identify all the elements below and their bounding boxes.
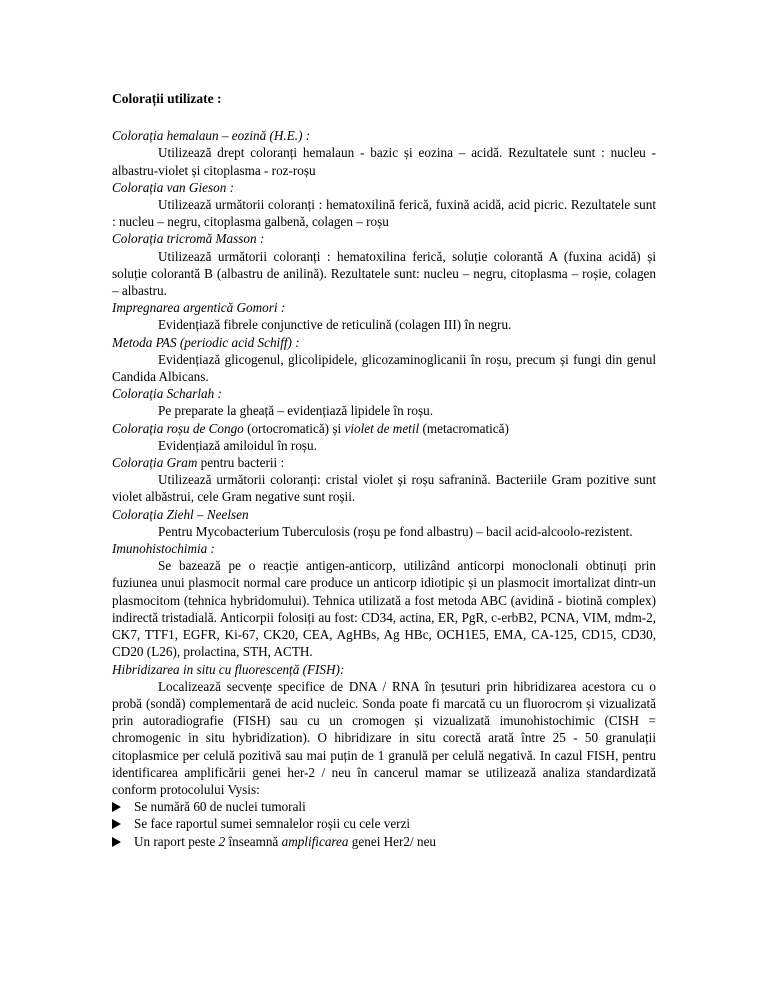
section-gram bbox=[112, 454, 656, 506]
section-body: Se bazează pe o reacție antigen-anticorp, utilizând anticorpi monoclonali obtinuți prin fuziunea unui plasmocit normal care produce un anticorp idiotipic și un plasmocit imortalizat dintr-un plasmocitom (tehnica hybridomului). Tehnica utilizată a fost metoda ABC (avidină - biotină complex) indirectă tristadială. Anticorpii folosiți au fost: CD34, actina, ER, PgR, c-erbB2, PCNA, VIM, mdm-2, CK7, TTF1, EGFR, Ki-67, CK20, CEA, AgHBs, Ag HBc, OCH1E5, EMA, CA-125, CD15, CD30, CD20 (L26), prolactina, STH, ACTH. bbox=[112, 558, 656, 660]
section-masson bbox=[112, 230, 656, 299]
list-item-text: Se face raportul sumei semnalelor roșii cu cele verzi bbox=[134, 816, 411, 832]
list-item bbox=[112, 815, 656, 832]
section-heading: Colorația Ziehl – Neelsen bbox=[112, 506, 249, 522]
heading-italic-part: Colorația roșu de Congo bbox=[112, 420, 244, 436]
section-body: Evidențiază amiloidul în roșu. bbox=[158, 437, 317, 453]
section-body: Evidențiază fibrele conjunctive de reticulină (colagen III) în negru. bbox=[158, 317, 512, 333]
section-body: Utilizează drept coloranți hemalaun - bazic și eozina – acidă. Rezultatele sunt : nucleu - albastru-violet și citoplasma - roz-roșu bbox=[112, 145, 656, 178]
list-item-text: genei Her2/ neu bbox=[348, 833, 437, 849]
section-heading: Hibridizarea in situ cu fluorescență (FISH): bbox=[112, 661, 345, 677]
section-heading: Colorația tricromă Masson : bbox=[112, 231, 265, 247]
section-he bbox=[112, 127, 656, 179]
section-body: Evidențiază glicogenul, glicolipidele, glicozaminoglicanii în roșu, precum și fungi din genul Candida Albicans. bbox=[112, 351, 656, 385]
list-item-italic: amplificarea bbox=[281, 833, 349, 849]
list-item bbox=[112, 798, 656, 815]
section-gomori bbox=[112, 299, 656, 333]
section-heading bbox=[112, 420, 656, 437]
section-heading: Metoda PAS (periodic acid Schiff) : bbox=[112, 334, 300, 350]
section-heading: Imunohistochimia : bbox=[112, 541, 215, 557]
arrow-bullet-icon bbox=[112, 819, 121, 829]
heading-plain-part: (ortocromatică) și bbox=[243, 420, 345, 436]
section-imunohistochimia bbox=[112, 540, 656, 660]
heading-plain-part: pentru bacterii : bbox=[197, 455, 285, 471]
arrow-bullet-icon bbox=[112, 802, 121, 812]
section-body: Utilizează următorii coloranți : hematoxilina ferică, soluție colorantă A (fuxina acidă) și soluție colorantă B (albastru de anilină). Rezultatele sunt: nucleu – negru, citoplasma – roșie, colagen – albastru. bbox=[112, 248, 656, 299]
section-body: Pentru Mycobacterium Tuberculosis (roșu pe fond albastru) – bacil acid-alcoolo-rezistent. bbox=[158, 523, 633, 539]
section-heading: Colorația hemalaun – eozină (H.E.) : bbox=[112, 128, 311, 144]
section-heading: Colorația Scharlah : bbox=[112, 386, 222, 402]
section-body: Localizează secvențe specifice de DNA / RNA în țesuturi prin hibridizarea acestora cu o probă (sondă) complementară de acid nucleic. Sonda poate fi marcată cu un fluorocrom și vizualizată prin autoradiografie (FISH) sau cu un cromogen și vizualizată imunohistochimic (CISH = chromogenic in situ hybridization). O hibridizare in situ corectă arată între 25 - 50 granulații citoplasmice per celulă pozitivă sau mai puțin de 1 granulă per celulă negativă. In cazul FISH, pentru identificarea amplificării genei her-2 / neu în cancerul mamar se utilizează analiza standardizată conform protocolului Vysis: bbox=[112, 678, 656, 797]
document-content bbox=[112, 90, 656, 850]
list-item-italic: 2 bbox=[218, 833, 226, 849]
section-pas bbox=[112, 334, 656, 386]
list-item-text: Se numără 60 de nuclei tumorali bbox=[134, 799, 306, 815]
list-item-text: Un raport peste bbox=[134, 833, 219, 849]
arrow-bullet-icon bbox=[112, 837, 121, 847]
section-scharlah bbox=[112, 385, 656, 419]
heading-plain-part: (metacromatică) bbox=[419, 420, 509, 436]
section-heading bbox=[112, 454, 656, 471]
heading-italic-part: violet de metil bbox=[344, 420, 420, 436]
section-body: Utilizează următorii coloranți: cristal violet și roșu safranină. Bacteriile Gram pozitive sunt violet albăstrui, cele Gram negative sunt roșii. bbox=[112, 472, 656, 505]
section-body: Utilizează următorii coloranți : hematoxilină ferică, fuxină acidă, acid picric. Rezultatele sunt : nucleu – negru, citoplasma galbenă, colagen – roșu bbox=[112, 197, 656, 230]
section-ziehl-neelsen bbox=[112, 506, 656, 540]
section-body: Pe preparate la gheață – evidențiază lipidele în roșu. bbox=[158, 403, 433, 419]
heading-italic-part: Colorația Gram bbox=[112, 455, 198, 471]
section-fish bbox=[112, 661, 656, 799]
section-congo bbox=[112, 420, 656, 454]
section-heading: Impregnarea argentică Gomori : bbox=[112, 300, 286, 316]
document-title: Colorații utilizate : bbox=[112, 91, 222, 106]
section-van-gieson bbox=[112, 179, 656, 231]
list-item-text: înseamnă bbox=[225, 833, 282, 849]
list-item bbox=[112, 833, 656, 850]
section-heading: Colorația van Gieson : bbox=[112, 179, 234, 195]
fish-steps-list bbox=[112, 798, 656, 850]
